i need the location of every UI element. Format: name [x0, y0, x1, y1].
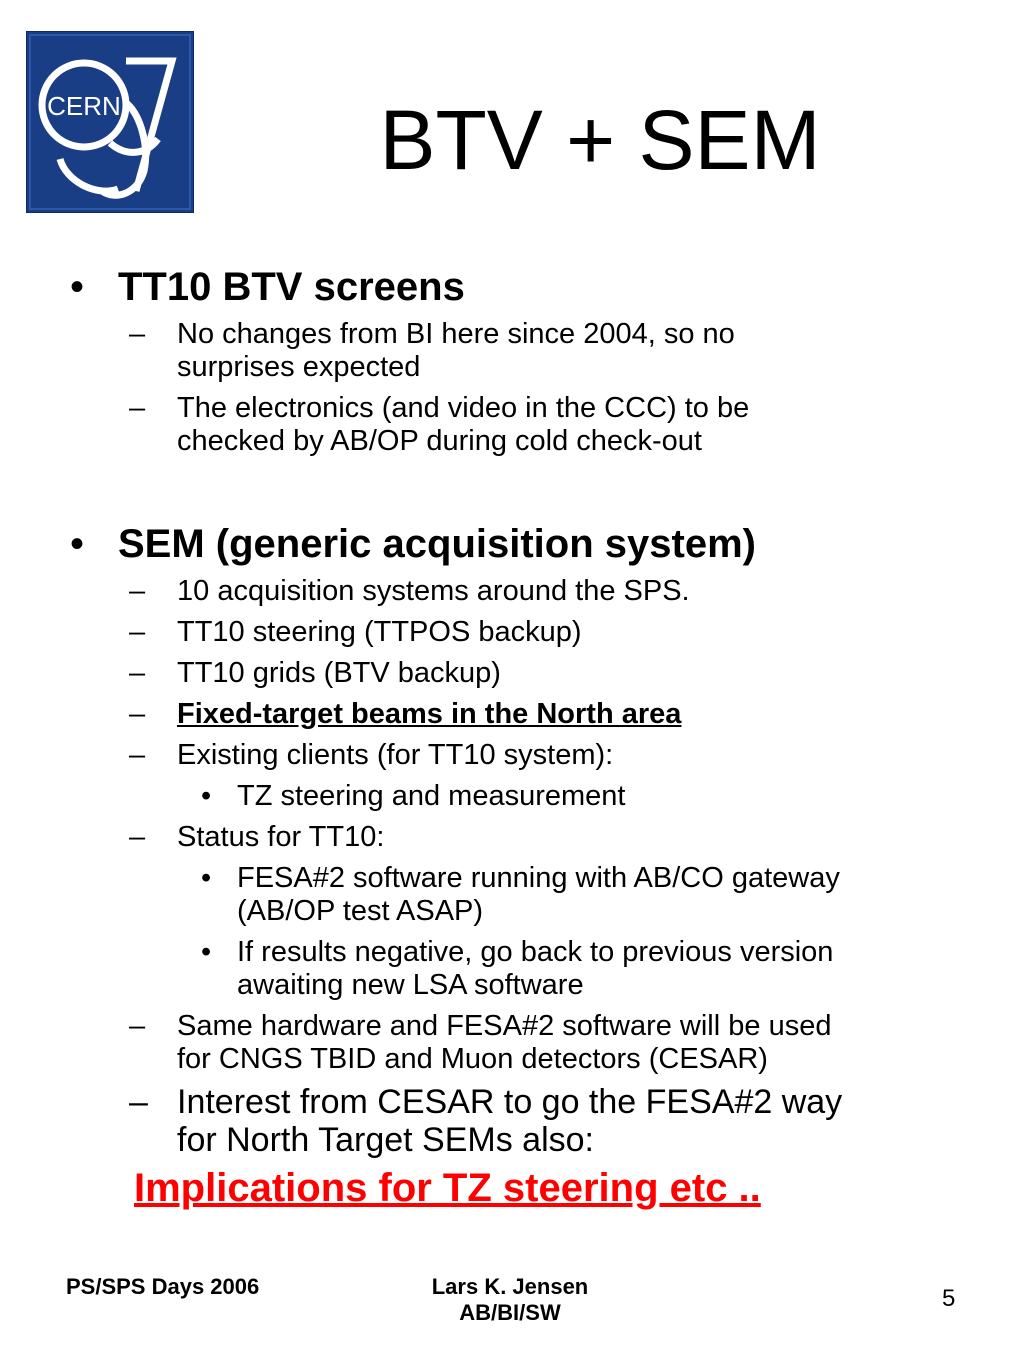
section-heading-sem: • SEM (generic acquisition system)	[70, 522, 756, 566]
sub-list-item: • If results negative, go back to previous version	[201, 936, 834, 968]
list-item: – Existing clients (for TT10 system):	[129, 739, 614, 771]
footer-author	[380, 1274, 640, 1326]
list-item: – Status for TT10:	[129, 821, 385, 853]
list-item-continuation: for CNGS TBID and Muon detectors (CESAR)	[177, 1043, 768, 1075]
slide-title: BTV + SEM	[379, 93, 821, 187]
list-item-continuation: checked by AB/OP during cold check-out	[177, 425, 702, 457]
list-item: – Same hardware and FESA#2 software will be used	[129, 1010, 832, 1042]
page-number: 5	[942, 1285, 956, 1312]
list-item: – TT10 grids (BTV backup)	[129, 657, 501, 689]
dash-icon: –	[129, 1083, 148, 1121]
dash-icon: –	[129, 616, 146, 648]
footer-event: PS/SPS Days 2006	[66, 1274, 260, 1299]
sub-list-item: • TZ steering and measurement	[201, 780, 626, 812]
bullet-icon: •	[201, 936, 212, 968]
dash-icon: –	[129, 821, 146, 853]
dash-icon: –	[129, 657, 146, 689]
list-item: – Interest from CESAR to go the FESA#2 way	[129, 1083, 843, 1121]
dash-icon: –	[129, 1010, 146, 1042]
list-item: – No changes from BI here since 2004, so no	[129, 318, 735, 350]
bullet-icon: •	[201, 780, 212, 812]
dash-icon: –	[129, 318, 146, 350]
dash-icon: –	[129, 392, 146, 424]
bullet-icon: •	[70, 522, 85, 566]
list-item-highlight: – Fixed-target beams in the North area	[129, 698, 682, 730]
bullet-icon: •	[70, 265, 85, 309]
list-item: – The electronics (and video in the CCC) to be	[129, 392, 750, 424]
dash-icon: –	[129, 739, 146, 771]
bullet-icon: •	[201, 862, 212, 894]
list-item: – TT10 steering (TTPOS backup)	[129, 616, 582, 648]
sub-list-item-continuation: (AB/OP test ASAP)	[237, 895, 484, 927]
dash-icon: –	[129, 698, 146, 730]
list-item: – 10 acquisition systems around the SPS.	[129, 575, 690, 607]
list-item-continuation: surprises expected	[177, 351, 421, 383]
footer-author-group: AB/BI/SW	[459, 1300, 561, 1325]
cern-logo-icon	[26, 31, 194, 213]
dash-icon: –	[129, 575, 146, 607]
cern-logo-text: CERN	[47, 91, 121, 121]
cern-logo	[26, 31, 194, 213]
implications-callout: Implications for TZ steering etc ..	[134, 1166, 761, 1210]
section-heading-btv: • TT10 BTV screens	[70, 265, 465, 309]
footer-author-name: Lars K. Jensen	[431, 1274, 589, 1299]
list-item-continuation: for North Target SEMs also:	[177, 1121, 594, 1159]
sub-list-item-continuation: awaiting new LSA software	[237, 969, 584, 1001]
sub-list-item: • FESA#2 software running with AB/CO gateway	[201, 862, 840, 894]
